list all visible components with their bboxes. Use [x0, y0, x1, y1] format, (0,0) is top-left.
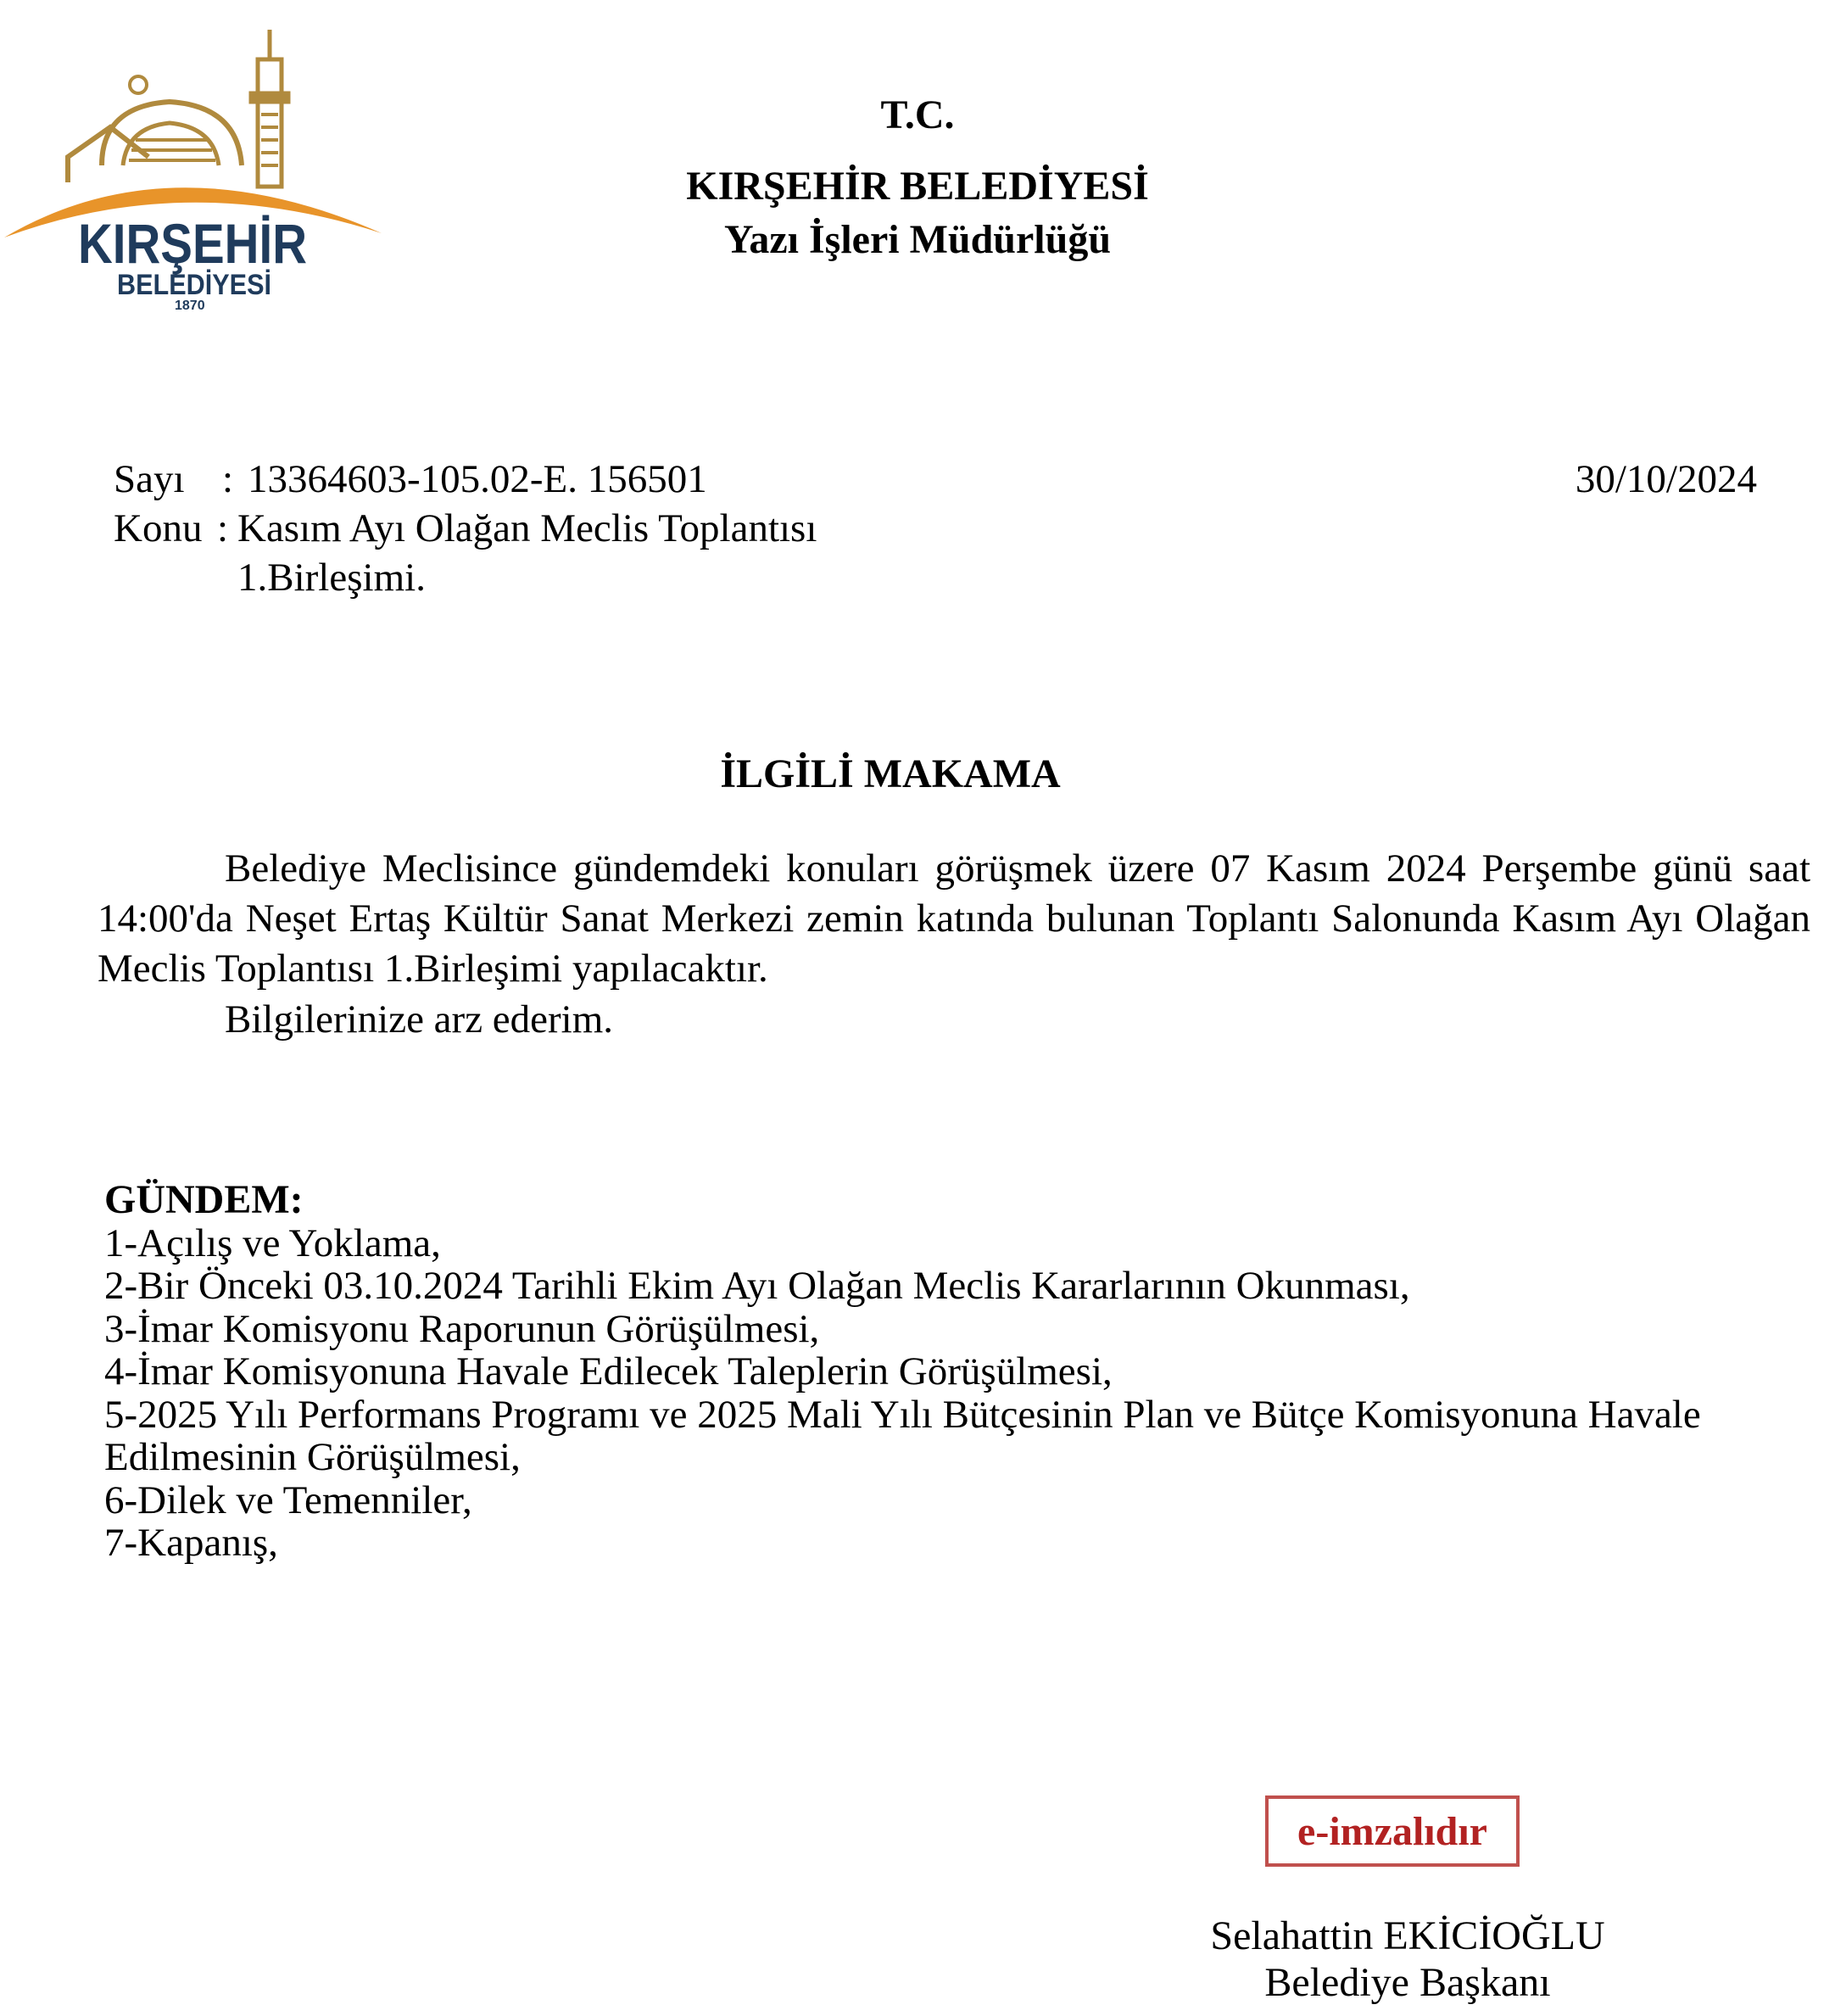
konu-value-continued: 1.Birleşimi. [237, 556, 426, 600]
agenda-title: GÜNDEM: [104, 1177, 304, 1222]
logo-subtitle-text: BELEDİYESİ [117, 269, 271, 301]
agenda-item: 7-Kapanış, [104, 1521, 278, 1565]
logo-year-text: 1870 [175, 299, 205, 310]
agenda-item: 1-Açılış ve Yoklama, [104, 1220, 441, 1265]
e-signature-stamp [1265, 1795, 1520, 1867]
agenda-item: 2-Bir Önceki 03.10.2024 Tarihli Ekim Ayı Olağan Meclis Kararlarının Okunması, [104, 1264, 1410, 1308]
signer-name: Selahattin EKİCİOĞLU [1210, 1913, 1605, 1958]
body-paragraph: Belediye Meclisince gündemdeki konuları görüşmek üzere 07 Kasım 2024 Perşembe günü saat 14:00'da Neşet Ertaş Kültür Sanat Merkezi zemin katında bulunan Toplantı Salonunda Kasım Ayı Olağan Meclis Toplantısı 1.Birleşimi yapılacaktır. [98, 846, 1810, 991]
signer-title: Belediye Başkanı [1264, 1960, 1551, 2005]
logo-name-text: KIRŞEHİR [78, 212, 307, 275]
header-tc: T.C. [880, 92, 955, 137]
addressee-heading: İLGİLİ MAKAMA [720, 751, 1061, 796]
stamp-text: e-imzalıdır [1297, 1808, 1487, 1854]
sayi-label: Sayı [114, 457, 185, 501]
konu-separator: : [217, 506, 229, 550]
agenda-item: 3-İmar Komisyonu Raporunun Görüşülmesi, [104, 1306, 820, 1351]
agenda-item: 5-2025 Yılı Performans Programı ve 2025 Mali Yılı Bütçesinin Plan ve Bütçe Komisyonuna Havale Edilmesinin Görüşülmesi, [104, 1392, 1701, 1479]
sayi-separator: : [222, 457, 234, 501]
header-department: Yazı İşleri Müdürlüğü [723, 217, 1112, 262]
konu-label: Konu [114, 506, 203, 550]
sayi-value: 13364603-105.02-E. 156501 [248, 457, 707, 501]
agenda-section [104, 1179, 1817, 1565]
agenda-item: 4-İmar Komisyonuna Havale Edilecek Taleplerin Görüşülmesi, [104, 1349, 1113, 1393]
agenda-item: 6-Dilek ve Temenniler, [104, 1477, 472, 1522]
closing-line: Bilgilerinize arz ederim. [225, 997, 614, 1042]
header-organization: KIRŞEHİR BELEDİYESİ [686, 164, 1149, 209]
document-date: 30/10/2024 [1575, 457, 1757, 501]
konu-value: Kasım Ayı Olağan Meclis Toplantısı [237, 506, 817, 550]
stamp-frame [1265, 1795, 1520, 1867]
